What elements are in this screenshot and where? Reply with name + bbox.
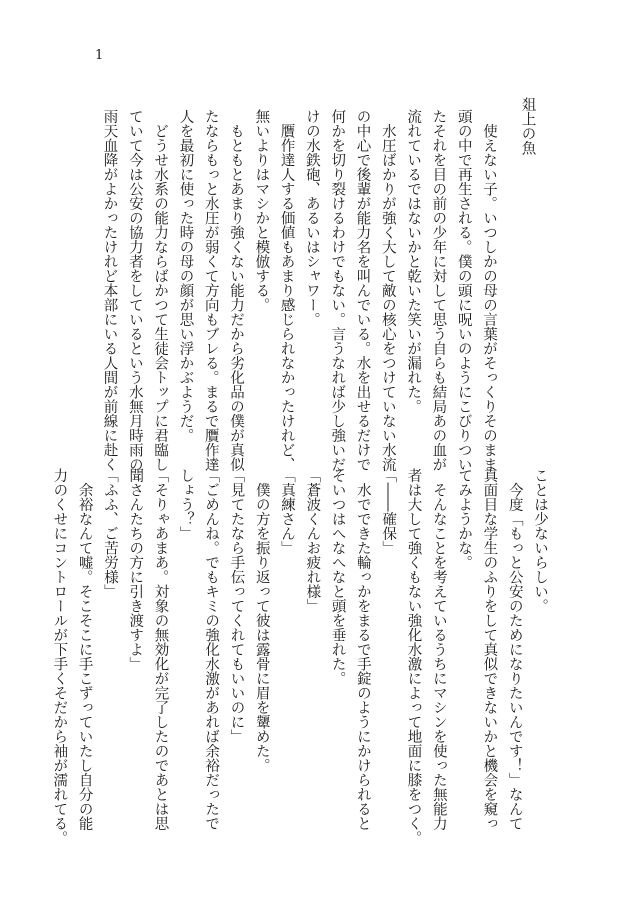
text-line: たならもっと水圧が弱くて方向もブレる。まるで贋作達 [202, 109, 219, 472]
text-line: 「見てたなら手伝ってくれてもいいのに」 [228, 468, 245, 744]
text-line: 贋作達人する価値もあまり感じられなかったけれど、 [278, 109, 295, 472]
text-line: 頭の中で再生される。僕の頭に呪いのようにこびりつい [455, 109, 472, 472]
text-line: 何かを切り裂けるわけでもない。言うなれば少し強いだ [329, 109, 346, 472]
text-line: 余裕なんて嘘。そこそこに手こずっていたし自分の能 [76, 468, 93, 831]
text-line: 無いよりはマシかと模倣する。 [253, 109, 270, 312]
text-line: てみようかな。 [456, 468, 473, 570]
text-line: 人を最初に使った時の母の顔が思い浮かぶようだ。 [177, 109, 194, 443]
text-line: たそれを目の前の少年に対して思う自らも結局あの血が [430, 109, 447, 472]
text-line: ことは少ないらしい。 [532, 468, 548, 613]
text-line: 水圧ばかりが強く大して敵の核心をつけていない水流 [379, 109, 396, 472]
text-line: 「蒼波くんお疲れ様」 [304, 468, 321, 613]
text-line: 水でできた輪っかをまるで手錠のようにかけられると [354, 468, 371, 831]
text-line: ていて今は公安の協力者をしているという水無月時雨の [126, 109, 143, 472]
text-line: 今度「もっと公安のためになりたいんです！」なんて [506, 468, 523, 831]
text-block-top [88, 109, 501, 472]
text-line: 「ふふ、ご苦労様」 [101, 468, 118, 599]
text-line: 「真練さん」 [279, 468, 296, 555]
text-line: そんなことを考えているうちにマシンを使った無能力 [430, 468, 447, 831]
text-line: 者は大して強くもない強化水激によって地面に膝をつく。 [405, 468, 422, 845]
chapter-title: 爼上の魚 [519, 97, 536, 155]
text-line: 流れているではないかと乾いた笑いが漏れた。 [405, 109, 422, 414]
page-number: 1 [95, 48, 104, 63]
text-line: 力のくせにコントロールが下手くそだから袖が濡れてる。 [51, 468, 68, 845]
text-line: 「――確保」 [380, 468, 397, 555]
text-line: の中心で後輩が能力名を叫んでいる。水を出せるだけで [354, 109, 371, 472]
text-line: しょう？」 [177, 468, 194, 541]
text-line: 「ごめんね。でもキミの強化水激があれば余裕だったで [203, 468, 220, 831]
text-line: 使えない子。いつしかの母の言葉がそっくりそのまま [481, 109, 497, 472]
text-line: けの水鉄砲、あるいはシャワー。 [303, 109, 320, 327]
text-line: もともとあまり強くない能力だから劣化品の僕が真似 [228, 109, 245, 472]
text-line: どうせ水系の能力ならばかつて生徒会トップに君臨し [152, 109, 169, 472]
text-line: 僕の方を振り返って彼は露骨に眉を顰めた。 [253, 468, 270, 773]
text-line: 真面目な学生のふりをして真似できないかと機会を窺っ [481, 468, 498, 831]
text-line: そいつはへなへなと頭を垂れた。 [329, 468, 346, 686]
text-line: 「そりゃあまあ。対象の無効化が完了したのであとは思 [152, 468, 169, 831]
text-line: 聞さんたちの方に引き渡すよ」 [127, 468, 144, 671]
text-block-bottom [51, 468, 552, 845]
text-line: 雨天血降がよかったけれど本部にいる人間が前線に赴く [101, 109, 118, 472]
